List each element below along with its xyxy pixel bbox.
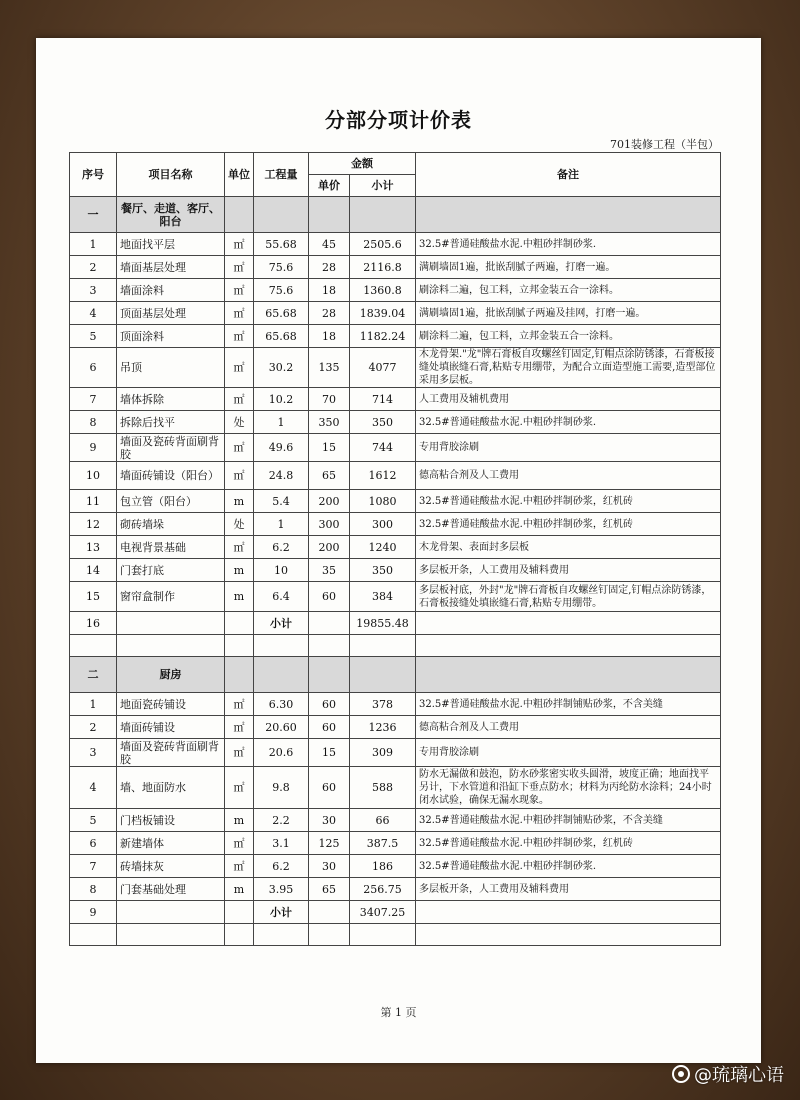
table-row	[70, 490, 721, 513]
blank-cell	[254, 924, 309, 946]
row-unit: ㎡	[225, 302, 254, 325]
section-name: 餐厅、走道、客厅、阳台	[117, 197, 225, 233]
row-item-name: 墙面基层处理	[117, 256, 225, 279]
subtotal-number: 9	[70, 901, 117, 924]
subtotal-empty-cell	[225, 612, 254, 635]
row-note: 木龙骨架、表面封多层板	[416, 536, 721, 559]
row-item-name: 砖墙抹灰	[117, 855, 225, 878]
header-amount: 金额	[309, 153, 416, 175]
row-total: 588	[350, 767, 416, 809]
table-row	[70, 878, 721, 901]
blank-cell	[70, 635, 117, 657]
row-unit: 处	[225, 411, 254, 434]
row-price: 70	[309, 388, 350, 411]
subtotal-empty-cell	[225, 901, 254, 924]
table-row	[70, 767, 721, 809]
row-unit: ㎡	[225, 434, 254, 462]
row-price: 28	[309, 256, 350, 279]
row-number: 1	[70, 693, 117, 716]
table-row	[70, 693, 721, 716]
row-note: 人工费用及辅机费用	[416, 388, 721, 411]
row-unit: ㎡	[225, 767, 254, 809]
row-price: 135	[309, 348, 350, 388]
subtotal-value: 3407.25	[350, 901, 416, 924]
row-price: 30	[309, 809, 350, 832]
row-note: 刷涂料二遍，包工料，立邦金装五合一涂料。	[416, 279, 721, 302]
row-total: 300	[350, 513, 416, 536]
row-number: 8	[70, 411, 117, 434]
section-empty-cell	[309, 197, 350, 233]
table-row	[70, 325, 721, 348]
table-body	[70, 197, 721, 946]
table-row	[70, 279, 721, 302]
blank-row	[70, 924, 721, 946]
row-price: 35	[309, 559, 350, 582]
row-qty: 30.2	[254, 348, 309, 388]
row-qty: 5.4	[254, 490, 309, 513]
row-price: 15	[309, 434, 350, 462]
row-qty: 65.68	[254, 302, 309, 325]
subtotal-empty-cell	[416, 612, 721, 635]
row-price: 45	[309, 233, 350, 256]
table-row	[70, 462, 721, 490]
section-number: 二	[70, 657, 117, 693]
row-total: 1360.8	[350, 279, 416, 302]
subtotal-empty-cell	[309, 612, 350, 635]
section-empty-cell	[350, 657, 416, 693]
row-total: 1612	[350, 462, 416, 490]
row-price: 200	[309, 490, 350, 513]
row-total: 4077	[350, 348, 416, 388]
row-item-name: 新建墙体	[117, 832, 225, 855]
row-qty: 10	[254, 559, 309, 582]
row-item-name: 墙面及瓷砖背面刷背胶	[117, 434, 225, 462]
row-price: 18	[309, 279, 350, 302]
section-empty-cell	[416, 197, 721, 233]
subtotal-number: 16	[70, 612, 117, 635]
row-note: 刷涂料二遍，包工料，立邦金装五合一涂料。	[416, 325, 721, 348]
row-qty: 75.6	[254, 256, 309, 279]
row-note: 德高粘合剂及人工费用	[416, 716, 721, 739]
row-total: 186	[350, 855, 416, 878]
blank-cell	[350, 924, 416, 946]
row-unit: ㎡	[225, 348, 254, 388]
section-empty-cell	[254, 657, 309, 693]
row-qty: 55.68	[254, 233, 309, 256]
section-empty-cell	[225, 197, 254, 233]
row-qty: 1	[254, 513, 309, 536]
row-item-name: 门套基础处理	[117, 878, 225, 901]
row-price: 300	[309, 513, 350, 536]
row-number: 6	[70, 348, 117, 388]
row-qty: 6.2	[254, 855, 309, 878]
header-note: 备注	[416, 153, 721, 197]
row-note: 32.5#普通硅酸盐水泥.中粗砂拌制砂浆.	[416, 855, 721, 878]
row-price: 18	[309, 325, 350, 348]
row-item-name: 顶面基层处理	[117, 302, 225, 325]
blank-cell	[225, 924, 254, 946]
row-unit: m	[225, 559, 254, 582]
table-row	[70, 302, 721, 325]
row-number: 14	[70, 559, 117, 582]
row-note: 多层板开条，人工费用及辅料费用	[416, 559, 721, 582]
row-unit: ㎡	[225, 325, 254, 348]
pricing-table	[69, 152, 721, 946]
document-page	[36, 38, 761, 1063]
row-number: 5	[70, 325, 117, 348]
row-price: 125	[309, 832, 350, 855]
row-qty: 6.4	[254, 582, 309, 612]
row-note: 多层板开条，人工费用及辅料费用	[416, 878, 721, 901]
row-number: 10	[70, 462, 117, 490]
row-note: 专用背胶涂刷	[416, 434, 721, 462]
table-row	[70, 855, 721, 878]
page-number: 第 1 页	[380, 1006, 417, 1019]
subtotal-label: 小计	[254, 901, 309, 924]
row-price: 30	[309, 855, 350, 878]
row-note: 32.5#普通硅酸盐水泥.中粗砂拌制砂浆.	[416, 233, 721, 256]
row-total: 1080	[350, 490, 416, 513]
watermark-logo-icon	[672, 1065, 690, 1083]
watermark-text: @琉璃心语	[694, 1065, 784, 1086]
row-number: 12	[70, 513, 117, 536]
row-qty: 2.2	[254, 809, 309, 832]
subtotal-row	[70, 612, 721, 635]
table-row	[70, 536, 721, 559]
subtotal-empty-cell	[309, 901, 350, 924]
row-note: 32.5#普通硅酸盐水泥.中粗砂拌制砂浆.	[416, 411, 721, 434]
subtotal-empty-cell	[117, 612, 225, 635]
subtotal-value: 19855.48	[350, 612, 416, 635]
row-qty: 9.8	[254, 767, 309, 809]
row-item-name: 窗帘盒制作	[117, 582, 225, 612]
table-row	[70, 411, 721, 434]
blank-cell	[416, 635, 721, 657]
table-row	[70, 434, 721, 462]
row-qty: 20.6	[254, 739, 309, 767]
blank-cell	[117, 924, 225, 946]
row-price: 65	[309, 878, 350, 901]
row-price: 60	[309, 582, 350, 612]
row-total: 1236	[350, 716, 416, 739]
table-row	[70, 716, 721, 739]
row-note: 满刷墙固1遍，批嵌刮腻子两遍及挂网，打磨一遍。	[416, 302, 721, 325]
row-note: 德高粘合剂及人工费用	[416, 462, 721, 490]
row-number: 7	[70, 855, 117, 878]
row-item-name: 包立管（阳台）	[117, 490, 225, 513]
table-row	[70, 809, 721, 832]
row-qty: 65.68	[254, 325, 309, 348]
section-empty-cell	[350, 197, 416, 233]
row-note: 32.5#普通硅酸盐水泥.中粗砂拌制砂浆，红机砖	[416, 490, 721, 513]
row-qty: 1	[254, 411, 309, 434]
row-price: 200	[309, 536, 350, 559]
row-unit: m	[225, 490, 254, 513]
row-item-name: 吊顶	[117, 348, 225, 388]
row-number: 11	[70, 490, 117, 513]
row-number: 3	[70, 739, 117, 767]
row-total: 387.5	[350, 832, 416, 855]
row-note: 32.5#普通硅酸盐水泥.中粗砂拌制铺贴砂浆，不含美缝	[416, 809, 721, 832]
header-total: 小计	[350, 175, 416, 197]
row-item-name: 墙面砖铺设（阳台）	[117, 462, 225, 490]
table-row	[70, 739, 721, 767]
section-number: 一	[70, 197, 117, 233]
row-price: 350	[309, 411, 350, 434]
row-number: 7	[70, 388, 117, 411]
row-note: 32.5#普通硅酸盐水泥.中粗砂拌制铺贴砂浆，不含美缝	[416, 693, 721, 716]
table-row	[70, 348, 721, 388]
row-unit: ㎡	[225, 256, 254, 279]
subtotal-empty-cell	[416, 901, 721, 924]
section-empty-cell	[309, 657, 350, 693]
row-item-name: 地面瓷砖铺设	[117, 693, 225, 716]
row-item-name: 墙面砖铺设	[117, 716, 225, 739]
row-item-name: 墙体拆除	[117, 388, 225, 411]
row-total: 2116.8	[350, 256, 416, 279]
document-subtitle: 701装修工程（半包）	[610, 138, 719, 151]
row-total: 378	[350, 693, 416, 716]
row-qty: 10.2	[254, 388, 309, 411]
row-unit: ㎡	[225, 536, 254, 559]
row-qty: 6.30	[254, 693, 309, 716]
row-item-name: 墙面及瓷砖背面刷背胶	[117, 739, 225, 767]
blank-cell	[350, 635, 416, 657]
row-item-name: 地面找平层	[117, 233, 225, 256]
header-price: 单价	[309, 175, 350, 197]
header-qty: 工程量	[254, 153, 309, 197]
row-total: 350	[350, 559, 416, 582]
row-item-name: 顶面涂料	[117, 325, 225, 348]
row-unit: m	[225, 809, 254, 832]
row-number: 4	[70, 302, 117, 325]
row-qty: 6.2	[254, 536, 309, 559]
row-unit: ㎡	[225, 716, 254, 739]
row-number: 9	[70, 434, 117, 462]
row-number: 2	[70, 256, 117, 279]
header-unit: 单位	[225, 153, 254, 197]
row-price: 60	[309, 767, 350, 809]
row-unit: ㎡	[225, 388, 254, 411]
row-item-name: 砌砖墙垛	[117, 513, 225, 536]
section-row	[70, 197, 721, 233]
row-total: 2505.6	[350, 233, 416, 256]
blank-cell	[309, 635, 350, 657]
table-row	[70, 256, 721, 279]
row-price: 60	[309, 716, 350, 739]
row-total: 744	[350, 434, 416, 462]
subtotal-row	[70, 901, 721, 924]
row-item-name: 电视背景基础	[117, 536, 225, 559]
row-total: 256.75	[350, 878, 416, 901]
blank-cell	[225, 635, 254, 657]
row-note: 32.5#普通硅酸盐水泥.中粗砂拌制砂浆，红机砖	[416, 513, 721, 536]
row-note: 满刷墙固1遍，批嵌刮腻子两遍，打磨一遍。	[416, 256, 721, 279]
header-name: 项目名称	[117, 153, 225, 197]
document-title: 分部分项计价表	[325, 108, 472, 132]
row-unit: ㎡	[225, 233, 254, 256]
blank-cell	[254, 635, 309, 657]
row-unit: 处	[225, 513, 254, 536]
row-price: 28	[309, 302, 350, 325]
section-empty-cell	[254, 197, 309, 233]
row-number: 15	[70, 582, 117, 612]
blank-cell	[70, 924, 117, 946]
blank-cell	[117, 635, 225, 657]
row-unit: m	[225, 582, 254, 612]
row-qty: 24.8	[254, 462, 309, 490]
row-item-name: 墙、地面防水	[117, 767, 225, 809]
table-row	[70, 832, 721, 855]
row-price: 65	[309, 462, 350, 490]
row-total: 1839.04	[350, 302, 416, 325]
subtotal-empty-cell	[117, 901, 225, 924]
row-number: 8	[70, 878, 117, 901]
row-number: 4	[70, 767, 117, 809]
row-item-name: 墙面涂料	[117, 279, 225, 302]
row-total: 1240	[350, 536, 416, 559]
row-qty: 3.95	[254, 878, 309, 901]
table-row	[70, 388, 721, 411]
row-unit: ㎡	[225, 832, 254, 855]
row-total: 350	[350, 411, 416, 434]
blank-cell	[309, 924, 350, 946]
header-no: 序号	[70, 153, 117, 197]
row-total: 309	[350, 739, 416, 767]
row-qty: 3.1	[254, 832, 309, 855]
row-unit: ㎡	[225, 855, 254, 878]
row-unit: ㎡	[225, 462, 254, 490]
table-row	[70, 233, 721, 256]
row-note: 木龙骨架."龙"牌石膏板自攻螺丝钉固定,钉帽点涂防锈漆，石膏板接缝处填嵌缝石膏,粘贴专用绷带，为配合立面造型施工需要,造型部位采用多层板。	[416, 348, 721, 388]
table-row	[70, 513, 721, 536]
row-qty: 20.60	[254, 716, 309, 739]
row-price: 15	[309, 739, 350, 767]
section-name: 厨房	[117, 657, 225, 693]
row-qty: 75.6	[254, 279, 309, 302]
row-number: 6	[70, 832, 117, 855]
row-unit: ㎡	[225, 279, 254, 302]
row-number: 1	[70, 233, 117, 256]
section-empty-cell	[225, 657, 254, 693]
row-item-name: 拆除后找平	[117, 411, 225, 434]
section-empty-cell	[416, 657, 721, 693]
row-number: 13	[70, 536, 117, 559]
row-number: 3	[70, 279, 117, 302]
row-note: 专用背胶涂刷	[416, 739, 721, 767]
row-qty: 49.6	[254, 434, 309, 462]
row-note: 多层板衬底，外封"龙"牌石膏板自攻螺丝钉固定,钉帽点涂防锈漆，石膏板接缝处填嵌缝石膏,粘贴专用绷带。	[416, 582, 721, 612]
subtotal-label: 小计	[254, 612, 309, 635]
row-unit: ㎡	[225, 739, 254, 767]
row-price: 60	[309, 693, 350, 716]
blank-cell	[416, 924, 721, 946]
row-note: 防水无漏做和鼓泡，防水砂浆密实收头圆滑，坡度正确；地面找平另计，下水管道和沿缸下垂点防水；材料为丙纶防水涂料；24小时闭水试验，确保无漏水现象。	[416, 767, 721, 809]
row-unit: m	[225, 878, 254, 901]
section-row	[70, 657, 721, 693]
row-item-name: 门档板铺设	[117, 809, 225, 832]
row-number: 2	[70, 716, 117, 739]
table-header	[70, 153, 721, 197]
row-note: 32.5#普通硅酸盐水泥.中粗砂拌制砂浆，红机砖	[416, 832, 721, 855]
row-item-name: 门套打底	[117, 559, 225, 582]
row-total: 714	[350, 388, 416, 411]
row-unit: ㎡	[225, 693, 254, 716]
row-total: 384	[350, 582, 416, 612]
table-row	[70, 582, 721, 612]
watermark	[672, 1061, 784, 1087]
row-number: 5	[70, 809, 117, 832]
table-row	[70, 559, 721, 582]
row-total: 1182.24	[350, 325, 416, 348]
blank-row	[70, 635, 721, 657]
row-total: 66	[350, 809, 416, 832]
